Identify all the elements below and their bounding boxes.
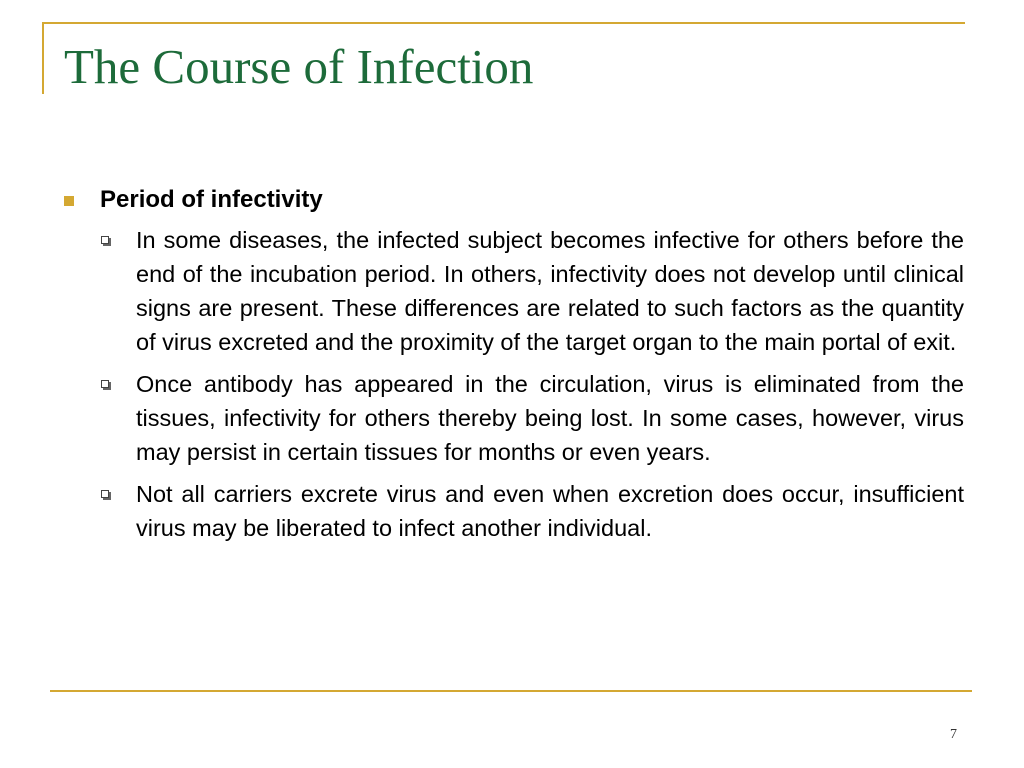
sub-bullet-text: Once antibody has appeared in the circulation, virus is eliminated from the tissues, infectivity for others thereby being lost. In some cases, however, virus may persist in certain tissues for months or even years. — [136, 371, 964, 465]
title-frame-top-line — [42, 22, 965, 24]
footer-divider-line — [50, 690, 972, 692]
title-frame-left-line — [42, 22, 44, 94]
sub-bullet-text: In some diseases, the infected subject becomes infective for others before the end of the incubation period. In others, infectivity does not develop until clinical signs are present. These differences are related to such factors as the quantity of virus excreted and the proximity of the target organ to the main portal of exit. — [136, 227, 964, 355]
checkbox-bullet-icon — [101, 380, 109, 388]
slide-content — [62, 184, 964, 553]
slide-title: The Course of Infection — [64, 39, 534, 94]
square-bullet-icon — [64, 196, 74, 206]
checkbox-bullet-icon — [101, 490, 109, 498]
bullet-period-of-infectivity — [62, 184, 964, 215]
sub-bullet-antibody-elimination — [62, 367, 964, 469]
sub-bullet-infectivity-timing — [62, 223, 964, 359]
sub-bullet-carriers — [62, 477, 964, 545]
checkbox-bullet-icon — [101, 236, 109, 244]
page-number: 7 — [950, 727, 957, 742]
bullet-label: Period of infectivity — [100, 186, 323, 213]
sub-bullet-text: Not all carriers excrete virus and even when excretion does occur, insufficient virus may be liberated to infect another individual. — [136, 481, 964, 541]
